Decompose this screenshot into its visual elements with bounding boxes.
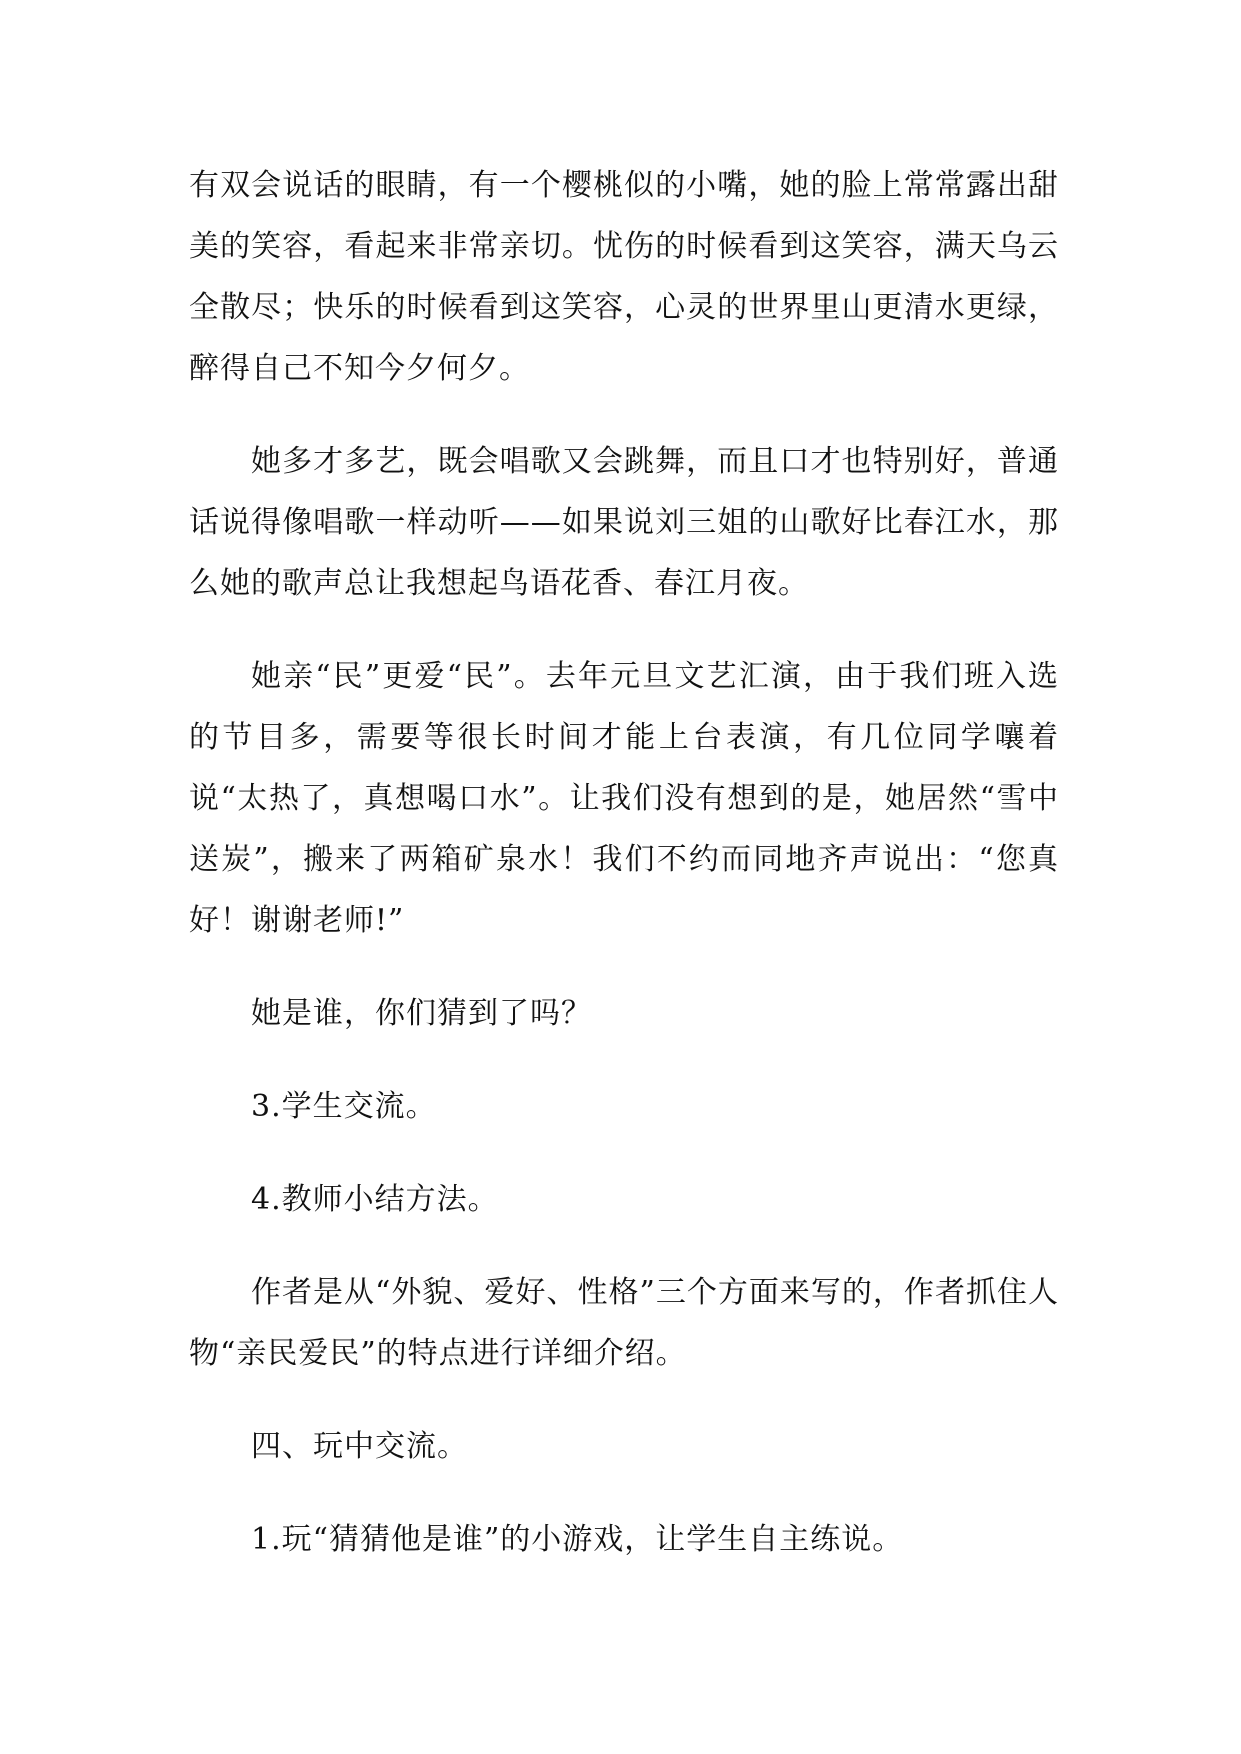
- paragraph-step-3: 3.学生交流。: [251, 1089, 437, 1124]
- paragraph-step-4: 4.教师小结方法。: [251, 1182, 499, 1217]
- paragraph-continued-description: 有双会说话的眼睛，有一个樱桃似的小嘴，她的脸上常常露出甜美的笑容，看起来非常亲切。忧伤的时候看到这笑容，满天乌云全散尽；快乐的时候看到这笑容，心灵的世界里山更清水更绿，醉得自己不知今夕何夕。: [189, 168, 1059, 386]
- paragraph-talent: 她多才多艺，既会唱歌又会跳舞，而且口才也特别好，普通话说得像唱歌一样动听——如果说刘三姐的山歌好比春江水，那么她的歌声总让我想起鸟语花香、春江月夜。: [189, 444, 1059, 601]
- paragraph-care: 她亲“民”更爱“民”。去年元旦文艺汇演，由于我们班入选的节目多，需要等很长时间才能上台表演，有几位同学嚷着说“太热了，真想喝口水”。让我们没有想到的是，她居然“雪中送炭”，搬来了两箱矿泉水！我们不约而同地齐声说出：“您真好！谢谢老师!”: [189, 659, 1059, 938]
- paragraph-game: 1.玩“猜猜他是谁”的小游戏，让学生自主练说。: [251, 1522, 904, 1557]
- paragraph-summary: 作者是从“外貌、爱好、性格”三个方面来写的，作者抓住人物“亲民爱民”的特点进行详细介绍。: [189, 1275, 1059, 1371]
- section-heading-play-exchange: 四、玩中交流。: [251, 1429, 468, 1464]
- paragraph-question: 她是谁，你们猜到了吗？: [251, 996, 592, 1031]
- document-body: [189, 155, 1059, 1602]
